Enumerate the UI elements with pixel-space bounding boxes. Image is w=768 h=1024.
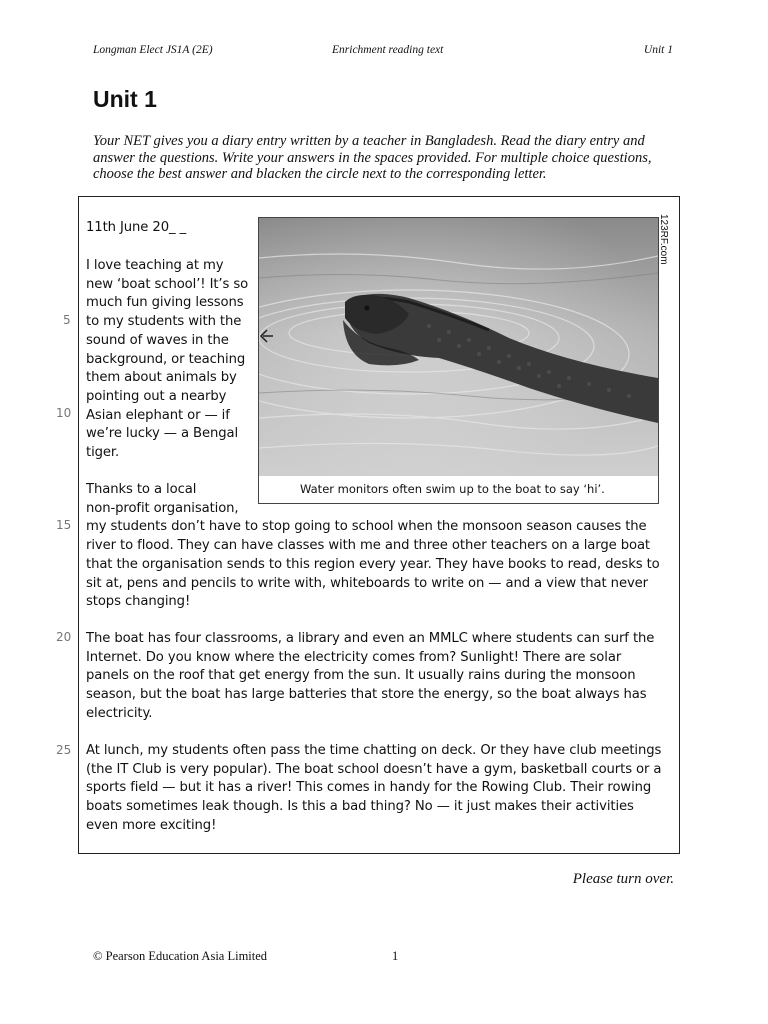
line-number-20: 20	[56, 630, 72, 644]
text-line: sports field — but it has a river! This comes in handy for the Rowing Club. Their rowing	[86, 780, 652, 796]
text-line: them about animals by	[86, 370, 237, 386]
text-line: we’re lucky — a Bengal	[86, 426, 239, 442]
text-line: Internet. Do you know where the electricity comes from? Sunlight! There are solar	[86, 649, 622, 665]
instructions: Your NET gives you a diary entry written by a teacher in Bangladesh. Read the diary entry and answer the questions. Write your answers in the spaces provided. For multiple choice questions, choose the best answer and blacken the circle next to the corresponding letter.	[93, 133, 652, 182]
text-line: The boat has four classrooms, a library and even an MMLC where students can surf the	[86, 631, 655, 646]
text-line: river to flood. They can have classes with me and three other teachers on a large boat	[86, 538, 651, 554]
photo-caption: Water monitors often swim up to the boat to say ‘hi’.	[300, 482, 605, 496]
text-line: stops changing!	[86, 594, 191, 610]
text-line: new ‘boat school’! It’s so	[86, 276, 249, 292]
text-line: (the IT Club is very popular). The boat school doesn’t have a gym, basketball courts or a	[86, 761, 662, 777]
text-line: tiger.	[86, 445, 120, 460]
text-line: to my students with the	[86, 314, 242, 330]
water-monitor-photo	[259, 218, 658, 476]
diary-date: 11th June 20_ _	[86, 220, 187, 235]
text-line: that the organisation sends to this region every year. They have books to read, desks to	[86, 556, 660, 572]
footer-copyright: © Pearson Education Asia Limited	[93, 949, 268, 963]
line-number-5: 5	[63, 313, 71, 327]
page-title: Unit 1	[93, 86, 157, 112]
header-section: Enrichment reading text	[332, 44, 444, 56]
header-unit: Unit 1	[643, 44, 673, 56]
text-line: boats sometimes leak though. Is this a bad thing? No — it just makes their activities	[86, 799, 634, 815]
header-book-title: Longman Elect JS1A (2E)	[93, 44, 213, 56]
text-line: pointing out a nearby	[86, 388, 227, 404]
turn-over-note: Please turn over.	[572, 871, 674, 887]
text-line: At lunch, my students often pass the time chatting on deck. Or they have club meetings	[86, 743, 662, 758]
photo-frame	[258, 217, 659, 504]
text-line: my students don’t have to stop going to school when the monsoon season causes the	[86, 519, 647, 535]
photo-credit: 123RF.com	[658, 214, 669, 265]
text-line: sit at, pens and pencils to write with, whiteboards to write on — and a view that never	[86, 575, 648, 591]
text-line: season, but the boat has large batteries that store the energy, so the boat always has	[86, 687, 647, 703]
text-line: Thanks to a local	[86, 482, 197, 497]
text-line: Asian elephant or — if	[86, 407, 230, 423]
text-line: non-profit organisation,	[86, 500, 239, 516]
text-line: electricity.	[86, 705, 153, 721]
line-number-10: 10	[56, 406, 72, 420]
line-number-25: 25	[56, 743, 72, 757]
text-line: even more exciting!	[86, 817, 217, 833]
page-number: 1	[392, 949, 399, 963]
text-line: sound of waves in the	[86, 332, 229, 348]
text-line: panels on the roof that get energy from the sun. It usually rains during the monsoon	[86, 668, 636, 684]
text-line: background, or teaching	[86, 351, 246, 367]
text-line: much fun giving lessons	[86, 295, 244, 311]
text-line: I love teaching at my	[86, 258, 224, 273]
line-number-15: 15	[56, 518, 72, 532]
